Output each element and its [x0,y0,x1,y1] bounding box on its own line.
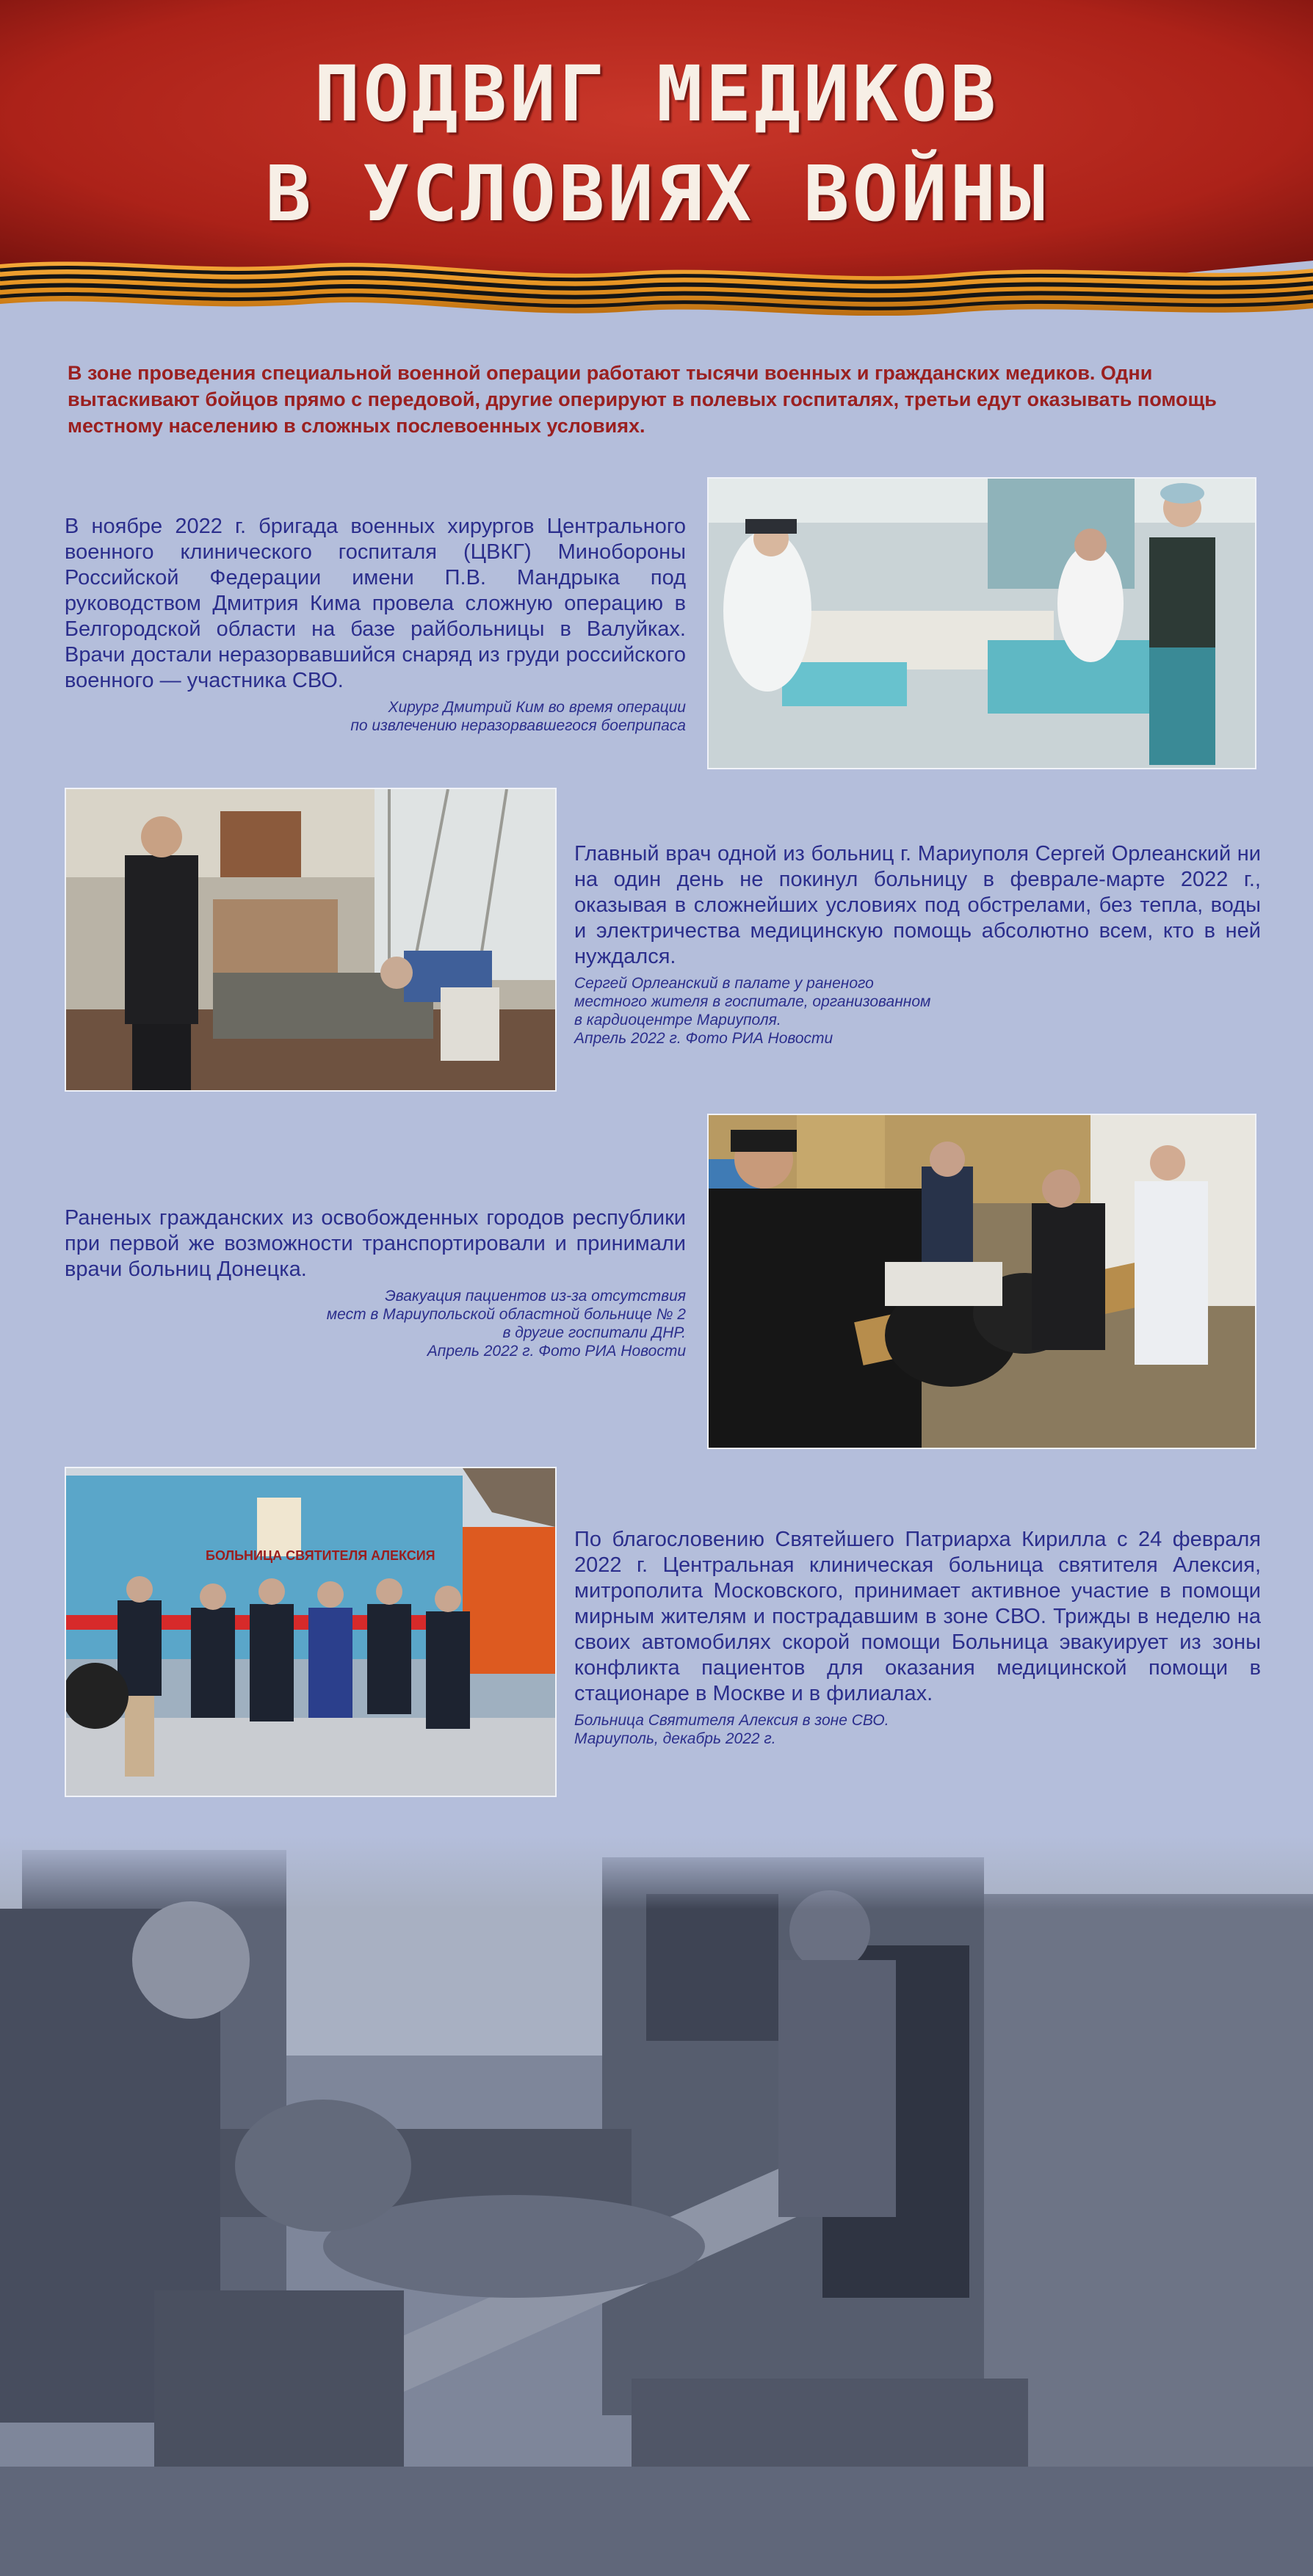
block-alexia-hospital-text: По благословению Святейшего Патриарха Кирилла с 24 февраля 2022 г. Центральная клиническая больница святителя Алексия, митрополита Московского, принимает активное участие в помощи мирным жителям и пострадавшим в зоне СВО. Трижды в неделю на своих автомобилях скорой помощи Больница эвакуирует из зоны конфликта пациентов для оказания медицинской помощи в стационаре в Москве и в филиалах. [574,1528,1261,1705]
block-donetsk-caption: Эвакуация пациентов из-за отсутствия мест в Мариупольской областной больнице № 2 в другие госпитали ДНР. Апрель 2022 г. Фото РИА Новости [326,1288,686,1360]
block-surgeons-caption: Хирург Дмитрий Ким во время операции по извлечению неразорвавшегося боеприпаса [350,699,686,734]
block-orleansky-text: Главный врач одной из больниц г. Мариуполя Сергей Орлеанский ни на один день не покинул больницу в феврале-марте 2022 г., оказывая в сложнейших условиях под обстрелами, без тепла, воды и электричества медицинскую помощь абсолютно всем, кто в ней нуждался. [574,842,1261,968]
photo-evacuation [707,1114,1256,1449]
intro-text: В зоне проведения специальной военной операции работают тысячи военных и гражданских медиков. Одни вытаскивают бойцов прямо с передовой, другие оперируют в полевых госпиталях, третьи едут оказывать помощь местному населению в сложных послевоенных условиях. [68,362,1217,437]
block-surgeons-text: В ноябре 2022 г. бригада военных хирургов Центрального военного клинического госпиталя (ЦВКГ) Минобороны Российской Федерации имени П.В. Мандрыка под руководством Дмитрия Кима провела сложную операцию в Белгородской области на базе райбольницы в Валуйках. Врачи достали неразорвавшийся снаряд из груди российского военного — участника СВО. [65,515,686,692]
block-donetsk [65,1205,686,1360]
block-alexia-hospital [574,1527,1261,1748]
block-surgeons [65,514,686,735]
block-donetsk-text: Раненых гражданских из освобожденных городов республики при первой же возможности транспортировали и принимали врачи больниц Донецка. [65,1206,686,1281]
photo-surgery [707,477,1256,769]
bottom-photo-evacuation [0,1835,1313,2576]
photo-hospital-truck [65,1467,557,1797]
header-banner [0,0,1313,316]
block-orleansky-caption: Сергей Орлеанский в палате у раненого местного жителя в госпитале, организованном в кардиоцентре Мариуполя. Апрель 2022 г. Фото РИА Новости [574,975,931,1047]
truck-label: БОЛЬНИЦА СВЯТИТЕЛЯ АЛЕКСИЯ [206,1548,435,1563]
title-line-1: ПОДВИГ МЕДИКОВ [314,49,999,139]
photo-hospital-ward [65,788,557,1092]
title-line-2: В УСЛОВИЯХ ВОЙНЫ [265,149,1048,239]
block-orleansky [574,841,1261,1048]
block-alexia-hospital-caption: Больница Святителя Алексия в зоне СВО. Мариуполь, декабрь 2022 г. [574,1712,889,1747]
page-title [0,44,1313,244]
